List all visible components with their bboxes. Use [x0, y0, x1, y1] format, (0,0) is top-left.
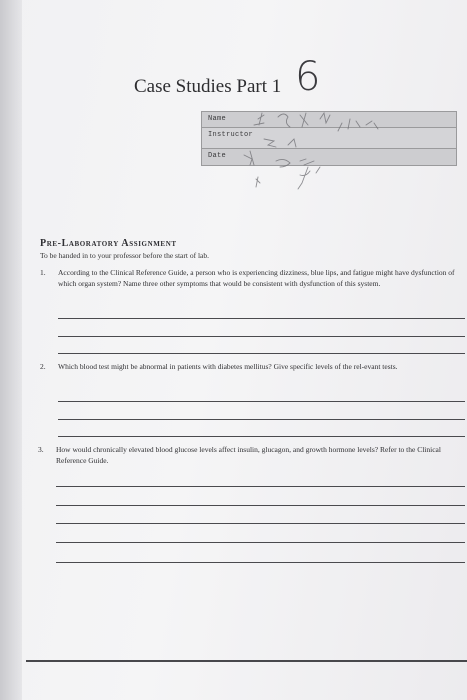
answer-line[interactable]: [58, 436, 465, 437]
question-text: Which blood test might be abnormal in patients with diabetes mellitus? Give specific levels of the rel-evant tests.: [58, 362, 398, 371]
answer-line[interactable]: [56, 542, 465, 543]
pen-scribble-marks: [200, 105, 400, 200]
name-label: Name: [208, 115, 227, 123]
answer-line[interactable]: [56, 523, 465, 524]
answer-line[interactable]: [58, 318, 465, 319]
answer-line[interactable]: [56, 505, 465, 506]
question-3: [38, 445, 464, 466]
question-number: 2.: [40, 362, 46, 371]
section-subheading: To be handed in to your professor before the start of lab.: [40, 251, 210, 260]
instructor-label: Instructor: [208, 131, 254, 139]
page-bottom-rule: [26, 660, 467, 662]
question-text: According to the Clinical Reference Guide, a person who is experiencing dizziness, blue lips, and fatigue might have dysfunction of which organ system? Name three other symptoms that would be consistent with dysfunction of this system.: [58, 268, 455, 288]
question-1: [40, 268, 458, 289]
date-label: Date: [208, 152, 227, 160]
question-text: How would chronically elevated blood glucose levels affect insulin, glucagon, and growth hormone levels? Refer to the Clinical Reference Guide.: [56, 445, 441, 465]
answer-line[interactable]: [58, 419, 465, 420]
section-heading: Pre-Laboratory Assignment: [40, 238, 177, 249]
question-2: [40, 362, 466, 373]
binding-shadow: [0, 0, 22, 700]
answer-line[interactable]: [56, 486, 465, 487]
answer-line[interactable]: [58, 353, 465, 354]
page-title: Case Studies Part 1: [134, 76, 282, 97]
question-number: 1.: [40, 268, 46, 277]
answer-line[interactable]: [58, 336, 465, 337]
answer-line[interactable]: [58, 401, 465, 402]
chapter-number: 6: [295, 54, 321, 100]
answer-line[interactable]: [56, 562, 465, 563]
question-number: 3.: [38, 445, 44, 454]
